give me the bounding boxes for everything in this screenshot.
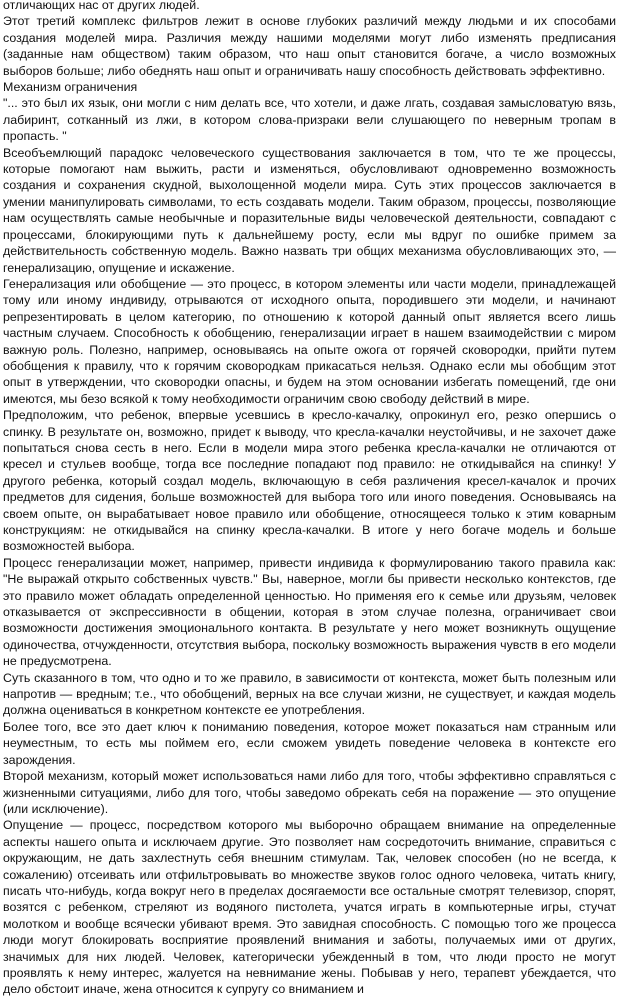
paragraph-second-mechanism: Второй механизм, который может использоваться нами либо для того, чтобы эффективно справляться с жизненными ситуациями, либо для того, чтобы заведомо обрекать себя на поражение — это опущение (или исключение). bbox=[3, 769, 616, 816]
section-heading: Механизм ограничения bbox=[3, 80, 138, 95]
paragraph-fragment: отличающих нас от других людей. bbox=[3, 0, 200, 12]
paragraph-generalization-process: Процесс генерализации может, например, привести индивида к формулированию такого правила как: "Не выражай открыто собственных чувств." Вы, наверное, могли бы привести несколько контекстов, где это правило может обладать определенной ценностью. Но применяя его к семье или друзьям, человек отказывается от экспрессивности в общении, которая в этом случае полезна, ограничивает свои возможности достижения эмоционального контакта. В результате у него может возникнуть ощущение одиночества, отчужденности, отсутствия выбора, поскольку возможность выражения чувств в его модели не предусмотрена. bbox=[3, 555, 616, 669]
paragraph-context-rule: Суть сказанного в том, что одно и то же правило, в зависимости от контекста, может быть полезным или напротив — вредным; т.е., что обобщений, верных на все случаи жизни, не существует, и каждая модель должна оцениваться в конкретном контексте ее употребления. bbox=[3, 670, 616, 718]
paragraph-filters: Этот третий комплекс фильтров лежит в основе глубоких различий между людьми и их способами создания моделей мира. Различия между нашими моделями могут либо изменять предписания (заданные нам обществом) таким образом, что наш опыт становится богаче, а число возможных выборов больше; либо обеднять наш опыт и ограничивать нашу способность действовать эффективно. bbox=[3, 14, 616, 78]
epigraph-quote: "... это был их язык, они могли с ним делать все, что хотели, и даже лгать, создавая замысловатую вязь, лабиринт, сотканный из лжи, в котором слова-призраки вели слушающего по неверным тропам в пропасть. " bbox=[3, 96, 616, 144]
paragraph-generalization: Генерализация или обобщение — это процесс, в котором элементы или части модели, принадлежащей тому или иному индивиду, отрываются от исходного опыта, породившего эти модели, и начинают репрезентировать в целом категорию, по отношению к которой данный опыт является всего лишь частным случаем. Способность к обобщению, генерализации играет в нашем взаимодействии с миром важную роль. Полезно, например, основываясь на опыте ожога от горячей сковородки, прийти путем обобщения к правилу, что к горячим сковородкам прикасаться нельзя. Однако если мы обобщим этот опыт в утверждении, что сковородки опасны, и будем на этом основании избегать помещений, где они имеются, мы безо всякой к тому необходимости ограничим свою свободу действий в мире. bbox=[3, 276, 616, 406]
paragraph-deletion: Опущение — процесс, посредством которого мы выборочно обращаем внимание на определенные аспекты нашего опыта и исключаем другие. Это позволяет нам сосредоточить внимание, справиться с окружающим, не дать захлестнуть себя внешним стимулам. Так, человек способен (но не всегда, к сожалению) отсеивать или отфильтровывать во множестве звуков голос одного человека, читать книгу, писать что-нибудь, когда вокруг него в пределах досягаемости все остальные смотрят телевизор, спорят, возятся с ребенком, стреляют из водяного пистолета, учатся играть в компьютерные игры, стучат молотком и вообще всячески убивают время. Это завидная способность. С помощью того же процесса люди могут блокировать восприятие проявлений внимания и заботы, получаемых ими от других, значимых для них людей. Человек, категорически убежденный в том, что люди просто не могут проявлять к нему интерес, жалуется на невнимание жены. Побывав у него, терапевт убеждается, что дело обстоит иначе, жена относится к супругу со вниманием и bbox=[3, 818, 616, 997]
paragraph-rocking-chair: Предположим, что ребенок, впервые усевшись в кресло-качалку, опрокинул его, резко опершись о спинку. В результате он, возможно, придет к выводу, что кресла-качалки неустойчивы, и не захочет даже попытаться снова сесть в него. Если в модели мира этого ребенка кресла-качалки не отличаются от кресел и стульев вообще, тогда все последние попадают под правило: не откидывайся на спинку! У другого ребенка, который создал модель, включающую в себя различения кресел-качалок и прочих предметов для сидения, больше возможностей для выбора того или иного поведения. Основываясь на своем опыте, он вырабатывает новое правило или обобщение, относящееся только к этим коварным конструкциям: не откидывайся на спинку кресла-качалки. В итоге у него богаче модель и больше возможностей выбора. bbox=[3, 408, 616, 554]
paragraph-paradox: Всеобъемлющий парадокс человеческого существования заключается в том, что те же процессы, которые помогают нам выжить, расти и изменяться, обусловливают одновременно возможность создания и сохранения скудной, выхолощенной модели мира. Суть этих процессов заключается в умении манипулировать символами, то есть создавать модели. Таким образом, процессы, позволяющие нам осуществлять самые необычные и поразительные виды человеческой деятельности, совпадают с процессами, блокирующими путь к дальнейшему росту, если мы вдруг по ошибке примем за действительность собственную модель. Важно назвать три общих механизма обусловливающих это, — генерализацию, опущение и искажение. bbox=[3, 145, 616, 275]
paragraph-understanding-behavior: Более того, все это дает ключ к пониманию поведения, которое может показаться нам странным или неуместным, то есть мы поймем его, если сможем увидеть поведение человека в контексте его зарождения. bbox=[3, 719, 616, 767]
